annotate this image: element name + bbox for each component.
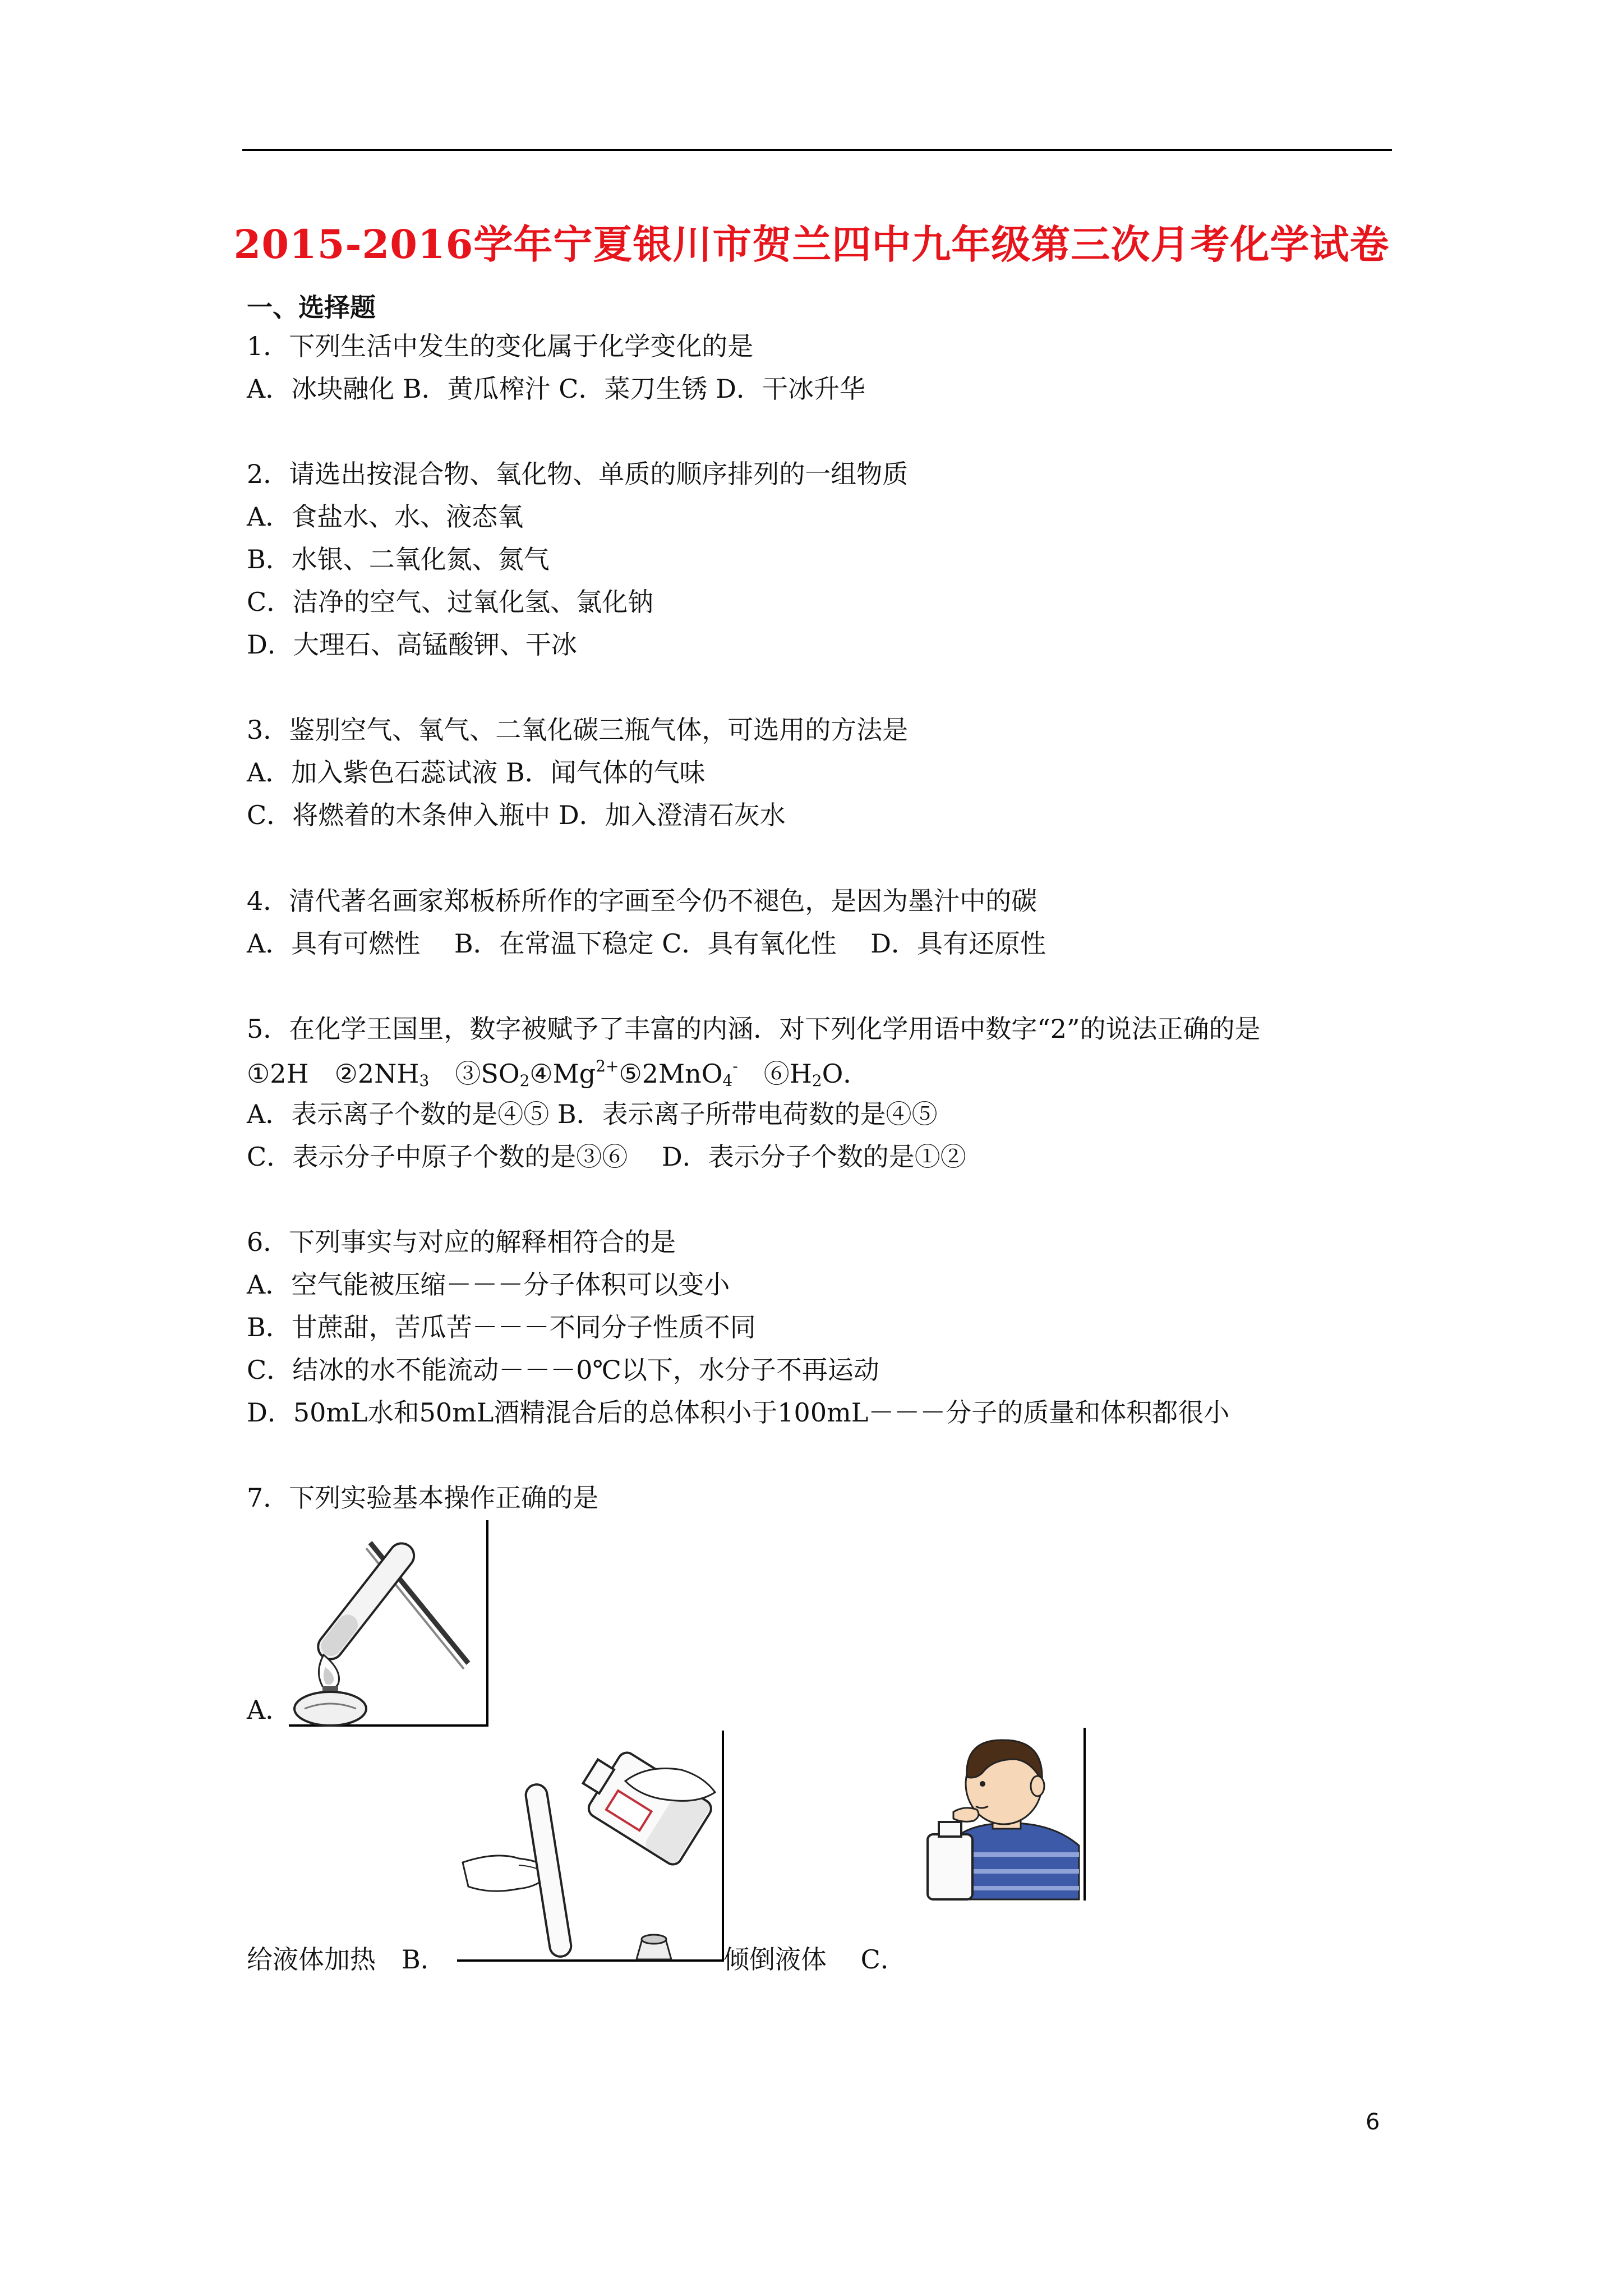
q5-formula-line: ①2H $②2NH_3$ $③SO_2④Mg^{2+}⑤2MnO_4^-$ $⑥H_2O$． [247, 1057, 869, 1090]
exam-title: 2015-2016学年宁夏银川市贺兰四中九年级第三次月考化学试卷 [233, 221, 1390, 268]
q3-options-cd: C．将燃着的木条伸入瓶中 D．加入澄清石灰水 [247, 800, 786, 830]
q5-options-ab: A．表示离子个数的是④⑤ B．表示离子所带电荷数的是④⑤ [247, 1099, 938, 1129]
q2-option-a: A．食盐水、水、液态氧 [247, 501, 524, 532]
q3-options-ab: A．加入紫色石蕊试液 B．闻气体的气味 [247, 757, 706, 788]
q6-option-a: A．空气能被压缩－－－分子体积可以变小 [247, 1269, 730, 1300]
q2-option-c: C．洁净的空气、过氧化氢、氯化钠 [247, 587, 654, 617]
q7-option-b-caption: 倾倒液体 C． [723, 1944, 906, 1975]
q2-stem: 2．请选出按混合物、氧化物、单质的顺序排列的一组物质 [247, 459, 909, 489]
q5-stem: 5．在化学王国里，数字被赋予了丰富的内涵．对下列化学用语中数字“2”的说法正确的是 [247, 1014, 1261, 1044]
q7-stem: 7．下列实验基本操作正确的是 [247, 1483, 599, 1513]
q7-option-a-label: A． [247, 1695, 292, 1725]
q6-option-c: C．结冰的水不能流动－－－0℃以下，水分子不再运动 [247, 1355, 879, 1385]
smelling-gas-figure [920, 1728, 1088, 1902]
q2-option-d: D．大理石、高锰酸钾、干冰 [247, 629, 577, 660]
q6-stem: 6．下列事实与对应的解释相符合的是 [247, 1227, 676, 1257]
q6-option-d: D．50mL水和50mL酒精混合后的总体积小于100mL－－－分子的质量和体积都很小 [247, 1397, 1230, 1428]
header-rule [242, 149, 1392, 151]
q1-options: A．冰块融化 B．黄瓜榨汁 C．菜刀生锈 D．干冰升华 [247, 374, 865, 404]
page-number: 6 [1366, 2109, 1380, 2135]
q1-stem: 1．下列生活中发生的变化属于化学变化的是 [247, 331, 754, 361]
q4-stem: 4．清代著名画家郑板桥所作的字画至今仍不褪色，是因为墨汁中的碳 [247, 886, 1038, 916]
q2-option-b: B．水银、二氧化氮、氮气 [247, 544, 550, 574]
heating-liquid-figure [289, 1520, 491, 1728]
section-title: 一、选择题 [247, 292, 376, 323]
q5-options-cd: C．表示分子中原子个数的是③⑥ D．表示分子个数的是①② [247, 1142, 966, 1172]
q3-stem: 3．鉴别空气、氧气、二氧化碳三瓶气体，可选用的方法是 [247, 715, 909, 745]
q6-option-b: B．甘蔗甜，苦瓜苦－－－不同分子性质不同 [247, 1312, 756, 1342]
q7-figure-row-label: 给液体加热 B． [247, 1944, 446, 1975]
pouring-liquid-figure [457, 1731, 726, 1966]
q4-options: A．具有可燃性 B．在常温下稳定 C．具有氧化性 D．具有还原性 [247, 928, 1046, 959]
